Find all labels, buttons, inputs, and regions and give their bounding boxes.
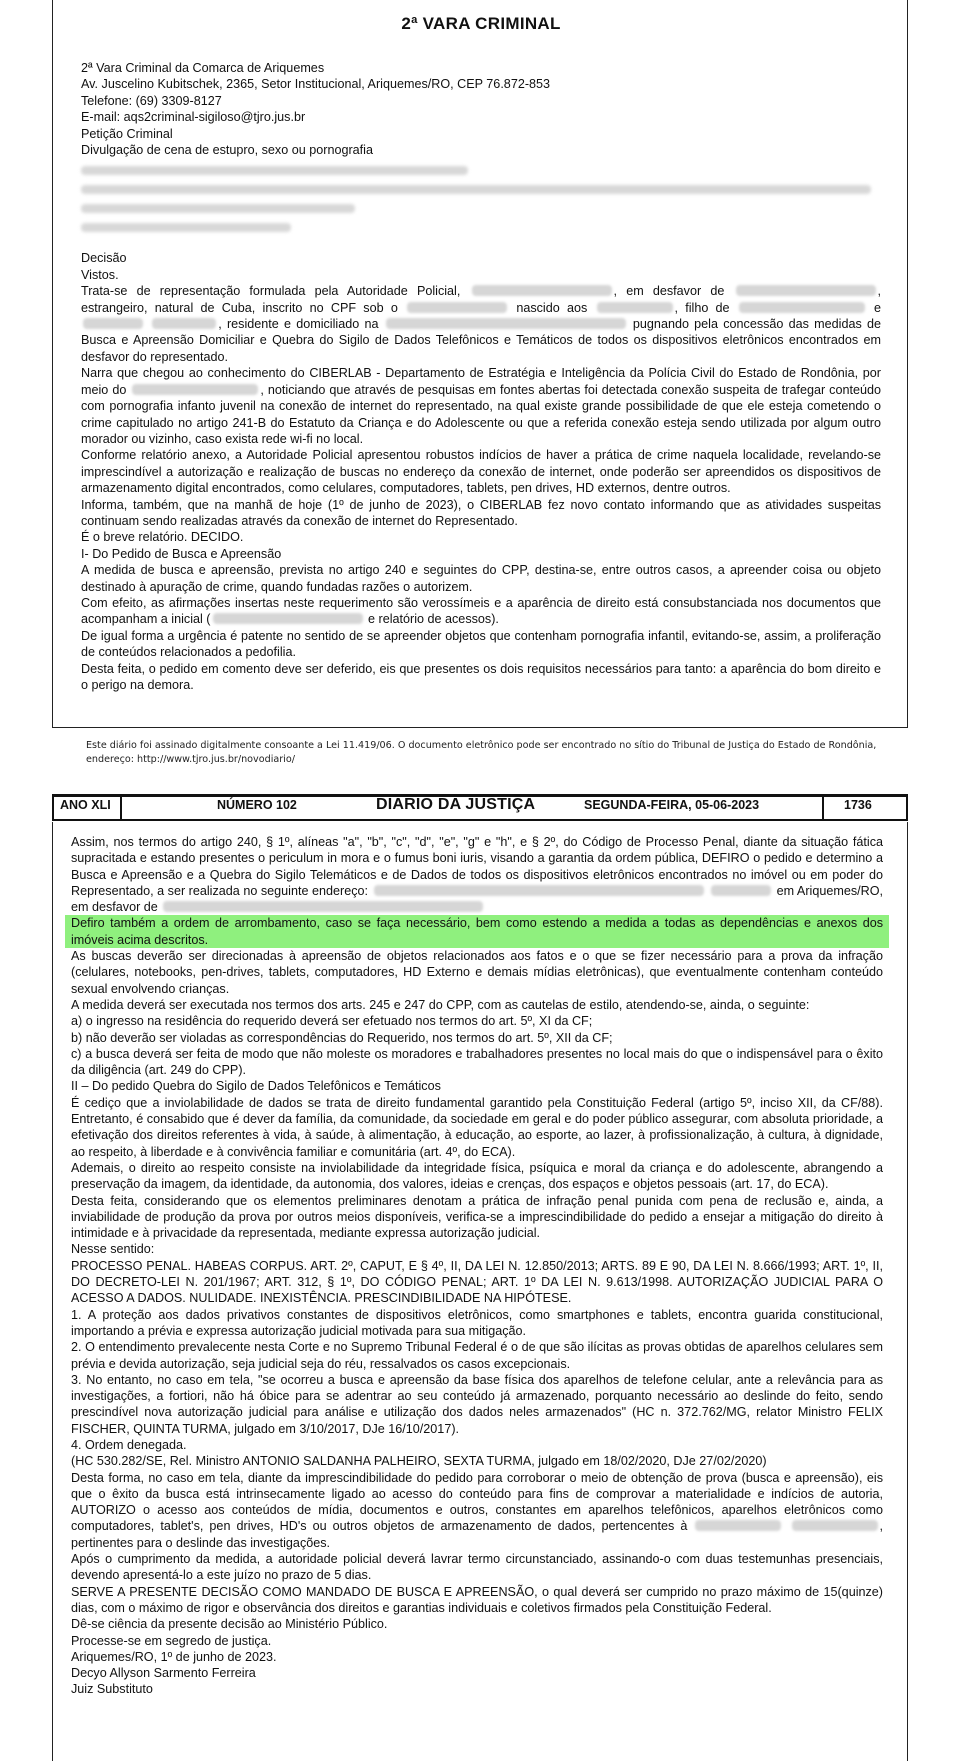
highlighted-paragraph: Defiro também a ordem de arrombamento, caso se faça necessário, bem como estendo a medida a todas as dependências e anexos dos imóveis acima descritos. [65, 915, 889, 948]
case-law-summary: PROCESSO PENAL. HABEAS CORPUS. ART. 2º, CAPUT, E § 4º, II, DA LEI N. 12.850/2013; ARTS. 89 E 90, DA LEI N. 8.666/1993; ART. 1º, II, DO DECRETO-LEI N. 201/1967; ART. 312, § 1º, DO CÓDIGO PENAL; ART. 1º DA LEI N. 9.613/1998. AUTORIZAÇÃO JUDICIAL PARA O ACESSO A DADOS. NULIDADE. INEXISTÊNCIA. PRESCINDIBILIDADE NA HIPÓTESE. [71, 1258, 883, 1306]
paragraph: Desta forma, no caso em tela, diante da imprescindibilidade do pedido para corroborar o meio de obtenção de prova (busca e apreensão), eis que o êxito da busca está intrinsecamente ligado ao acesso do conteúdo para fins de comprovar a materialidade e indícios de autoria, AUTORIZO o acesso aos conteúdos de mídia, documentos e outros, constantes em aparelhos telefônicos, aparelhos eletrônicos como computadores, tablet's, pen drives, HD's ou outros objetos de armazenamento de dados, pertencentes à , pertinentes para o deslinde das investigações. [71, 1470, 883, 1550]
paragraph: SERVE A PRESENTE DECISÃO COMO MANDADO DE BUSCA E APREENSÃO, o qual deverá ser cumprido no prazo máximo de 15(quinze) dias, com o máximo de rigor e observância dos direitos e garantias individuais e coletivos firmados pela Constituição Federal. [71, 1584, 883, 1615]
court-header [81, 60, 881, 158]
court-name: 2ª Vara Criminal da Comarca de Ariquemes [81, 61, 325, 75]
decision-page-bottom [52, 822, 908, 1761]
journal-date: SEGUNDA-FEIRA, 05-06-2023 [584, 798, 760, 812]
court-address: Av. Juscelino Kubitschek, 2365, Setor Institucional, Ariquemes/RO, CEP 76.872-853 [81, 77, 551, 92]
redacted-text [407, 302, 507, 313]
decision-page-top [52, 0, 908, 728]
redacted-text [597, 302, 673, 313]
redacted-text [132, 384, 258, 395]
section-heading: II – Do pedido Quebra do Sigilo de Dados Telefônicos e Temáticos [71, 1079, 441, 1094]
vistos-label: Vistos. [81, 267, 119, 282]
court-email: E-mail: aqs2criminal-sigiloso@tjro.jus.br [81, 110, 306, 125]
paragraph: Com efeito, as afirmações insertas neste requerimento são verossímeis e a aparência de direito está consubstanciada nos documentos que acompanham a inicial ( e relatório de acessos). [81, 595, 881, 627]
paragraph: Trata-se de representação formulada pela Autoridade Policial, , em desfavor de , estrangeiro, natural de Cuba, inscrito no CPF sob o nascido aos , filho de e , residente e domiciliado na pugnando pela concessão das medidas de Busca e Apreensão Domiciliar e Quebra do Sigilo de Dados Telefônicos e Temáticos de todos os dispositivos eletrônicos encontrados em desfavor do representado. [81, 284, 882, 364]
redacted-text [83, 318, 143, 329]
journal-header [52, 794, 908, 822]
case-law-item: 4. Ordem denegada. [71, 1437, 187, 1452]
paragraph: Após o cumprimento da medida, a autoridade policial deverá lavrar termo circunstanciado, assinando-o com duas testemunhas presenciais, devendo apresentá-lo a este juízo no prazo de 5 dias. [71, 1552, 883, 1583]
journal-page-number: 1736 [844, 798, 872, 812]
section-title: 2ª VARA CRIMINAL [401, 14, 561, 33]
redacted-text [739, 302, 865, 313]
list-item: a) o ingresso na residência do requerido deverá ser efetuado nos termos do art. 5º, XI da CF; [71, 1014, 593, 1029]
petition-type: Petição Criminal [81, 126, 173, 141]
decision-body [81, 250, 881, 693]
decisao-label: Decisão [81, 251, 127, 266]
paragraph: Informa, também, que na manhã de hoje (1º de junho de 2023), o CIBERLAB fez novo contato informando que as atividades suspeitas continuam sendo realizadas através da conexão de internet do Representado. [81, 497, 881, 528]
paragraph: De igual forma a urgência é patente no sentido de se apreender objetos que contenham pornografia infantil, evitando-se, assim, a proliferação de conteúdos relacionados a pedofilia. [81, 628, 881, 660]
journal-name: DIARIO DA JUSTIÇA [376, 796, 536, 813]
case-law-item: 2. O entendimento prevalecente nesta Corte e no Supremo Tribunal Federal é o de que são ilícitas as provas obtidas de aparelhos celulares sem prévia e devida autorização, seja judicial seja do réu, ressalvados os casos excepcionais. [71, 1340, 883, 1371]
paragraph: Conforme relatório anexo, a Autoridade Policial apresentou robustos indícios de haver a prática de crime naquela localidade, revelando-se imprescindível a autorização e realização de buscas no endereço da conexão de internet, onde poderão ser apreendidos os dispositivos de armazenamento digital encontrados, como celulares, computadores, tablets, pen drives, HD externos, dentre outros. [81, 448, 881, 496]
journal-number: NÚMERO 102 [217, 798, 297, 812]
redacted-text [792, 1520, 878, 1531]
redacted-text [472, 285, 612, 296]
case-law-item: 3. No entanto, no caso em tela, "se ocorreu a busca e apreensão da base física dos aparelhos de telefone celular, ante a relevância para as investigações, a fortiori, não há óbice para se adentrar ao seu conteúdo já armazenado, porquanto necessário ao deslinde do feito, sendo prescindível nova autorização judicial para análise e utilização dos dados neles armazenados" (HC n. 372.762/MG, relator Ministro FELIX FISCHER, QUINTA TURMA, julgado em 3/10/2017, DJe 16/10/2017). [71, 1372, 883, 1436]
paragraph: Desta feita, o pedido em comento deve ser deferido, eis que presentes os dois requisitos necessários para tanto: a aparência do bom direito e o perigo na demora. [81, 661, 881, 692]
list-item: b) não deverão ser violadas as correspondências do Requerido, nos termos do art. 5º, XII da CF; [71, 1030, 613, 1045]
paragraph: É o breve relatório. DECIDO. [81, 530, 244, 545]
digital-signature-note: Este diário foi assinado digitalmente consoante a Lei 11.419/06. O documento eletrônico pode ser encontrado no sítio do Tribunal de Justiça do Estado de Rondônia, endereço: http://www.tjro.jus.br/novodiario/ [86, 740, 877, 765]
redacted-text [213, 613, 363, 624]
paragraph: Nesse sentido: [71, 1242, 155, 1257]
redacted-text [711, 885, 771, 896]
judge-title: Juiz Substituto [71, 1682, 153, 1697]
case-law-citation: (HC 530.282/SE, Rel. Ministro ANTONIO SALDANHA PALHEIRO, SEXTA TURMA, julgado em 18/02/2020, DJe 27/02/2020) [71, 1454, 767, 1469]
list-item: c) a busca deverá ser feita de modo que não moleste os moradores e trabalhadores presentes no local mais do que o indispensável para o êxito da diligência (art. 249 do CPP). [71, 1046, 883, 1078]
redacted-text [374, 885, 704, 896]
decision-body-continued [71, 834, 883, 1698]
petition-subject: Divulgação de cena de estupro, sexo ou pornografia [81, 143, 373, 158]
redacted-text [386, 318, 626, 329]
redacted-text [736, 285, 876, 296]
paragraph: Processe-se em segredo de justiça. [71, 1633, 272, 1648]
redacted-text [152, 318, 216, 329]
case-law-item: 1. A proteção aos dados privativos constantes de dispositivos eletrônicos, como smartphones e tablets, encontra guarida constitucional, importando a prévia e expressa autorização judicial motivada para sua mitigação. [71, 1307, 883, 1338]
place-date: Ariquemes/RO, 1º de junho de 2023. [71, 1649, 277, 1664]
paragraph: Dê-se ciência da presente decisão ao Ministério Público. [71, 1617, 388, 1632]
paragraph: Assim, nos termos do artigo 240, § 1º, alíneas "a", "b", "c", "d", "e", "g" e "h", e § 2º, do Código de Processo Penal, diante da situação fática supracitada e estando presentes o periculum in mora e o fumus boni iuris, visando a garantia da ordem pública, DEFIRO o pedido e determino a Busca e Apreensão e a Quebra do Sigilo Telemáticos e de Dados de todos os dispositivos eletrônicos encontrados no imóvel ou em poder do Representado, a ser realizada no seguinte endereço: em Ariquemes/RO, em desfavor de [71, 835, 884, 915]
section-heading: I- Do Pedido de Busca e Apreensão [81, 546, 282, 561]
redacted-text [695, 1520, 781, 1531]
judge-name: Decyo Allyson Sarmento Ferreira [71, 1666, 256, 1681]
paragraph: Desta feita, considerando que os elementos preliminares denotam a prática de infração penal punida com pena de reclusão e, ainda, a inviabilidade de produção da prova por outros meios disponíveis, verifica-se a imprescindibilidade do pedido a ensejar a mitigação do direito à intimidade e à privacidade da representada, mediante expressa autorização judicial. [71, 1193, 883, 1241]
paragraph: Ademais, o direito ao respeito consiste na inviolabilidade da integridade física, psíquica e moral da criança e do adolescente, abrangendo a preservação da imagem, da identidade, da autonomia, dos valores, ideias e crenças, dos espaços e objetos pessoais (art. 17, do ECA). [71, 1160, 883, 1192]
court-phone: Telefone: (69) 3309-8127 [81, 93, 222, 108]
paragraph: As buscas deverão ser direcionadas à apreensão de objetos relacionados aos fatos e o que se fizer necessário para a prova da infração (celulares, notebooks, pen-drives, tablets, computadores, HD Externo e demais mídias eletrônicas), que eventualmente contenham conteúdo sexual envolvendo crianças. [71, 949, 883, 996]
redacted-text [163, 901, 483, 912]
redacted-parties-block [81, 166, 887, 244]
paragraph: A medida deverá ser executada nos termos dos arts. 245 e 247 do CPP, com as cautelas de estilo, atendendo-se, ainda, o seguinte: [71, 997, 810, 1012]
paragraph: É cediço que a inviolabilidade de dados se trata de direito fundamental garantido pela Constituição Federal (artigo 5º, inciso XII, da CF/88). Entretanto, é consabido que é dever da família, da comunidade, da sociedade em geral e do poder público assegurar, com absoluta prioridade, a efetivação dos direitos referentes à vida, à saúde, à alimentação, à educação, ao esporte, ao lazer, à profissionalização, à cultura, à dignidade, ao respeito, à liberdade e à convivência familiar e comunitária (art. 4º, do ECA). [71, 1095, 883, 1159]
paragraph: A medida de busca e apreensão, prevista no artigo 240 e seguintes do CPP, destina-se, entre outros casos, a apreender coisa ou objeto destinado à apuração de crime, quando fundadas razões o autorizem. [81, 563, 881, 594]
journal-year: ANO XLI [60, 798, 111, 812]
paragraph: Narra que chegou ao conhecimento do CIBERLAB - Departamento de Estratégia e Inteligência da Polícia Civil do Estado de Rondônia, por meio do , noticiando que através de pesquisas em fontes abertas foi detectada conexão suspeita de trafegar conteúdo com pornografia infanto juvenil na conexão de internet do representado, na qual existe grande possibilidade de que ele esteja cometendo o crime capitulado no artigo 241-B do Estatuto da Criança e do Adolescente ou que a referida conexão esteja sendo utilizada por algum outro morador ou vizinho, caso exista rede wi-fi no local. [81, 366, 882, 446]
